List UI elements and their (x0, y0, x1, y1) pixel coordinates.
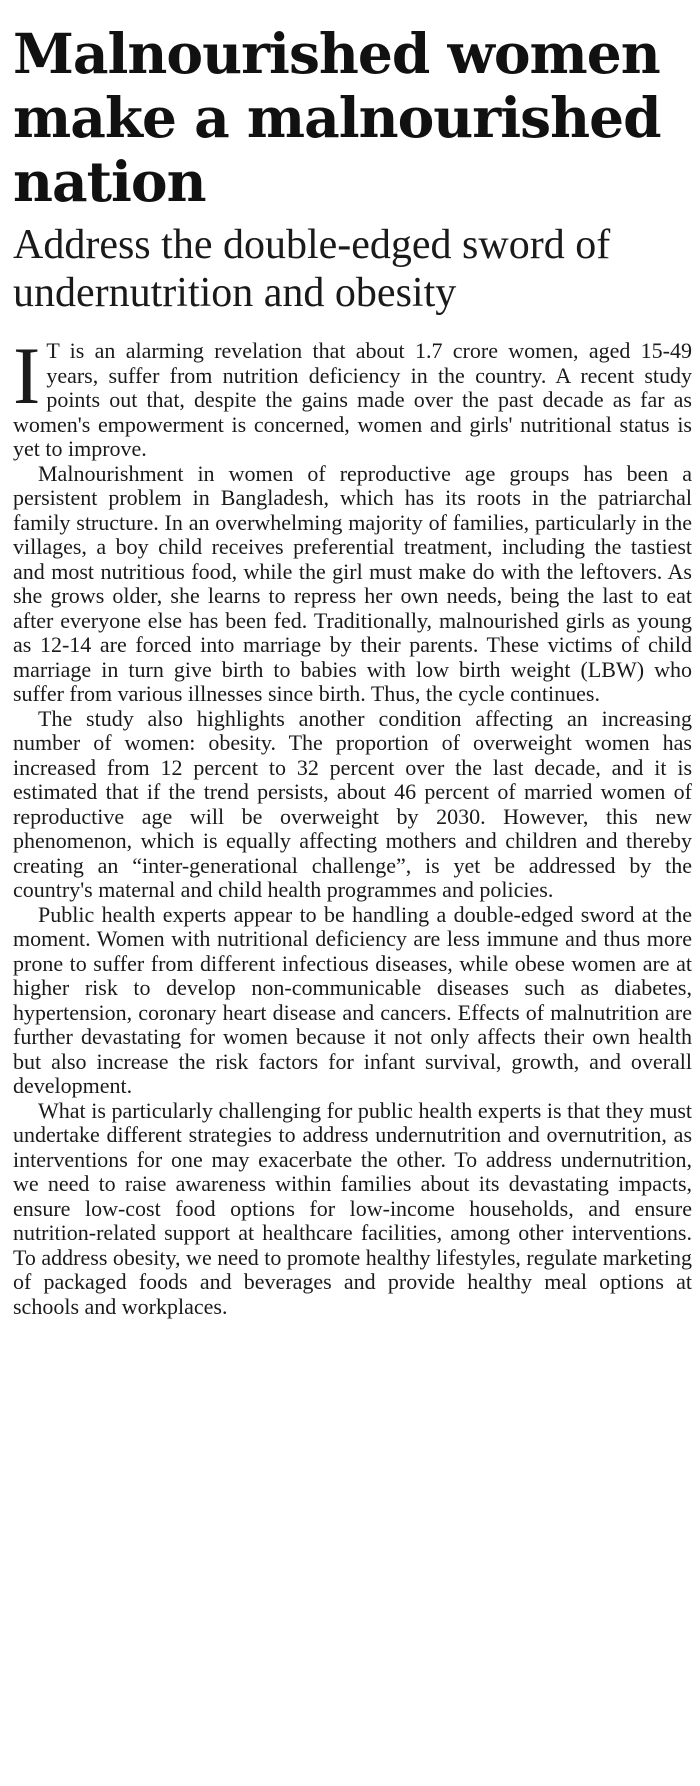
body-paragraph: The study also highlights another condition affecting an increasing number of women: obesity. The proportion of overweight women has increased from 12 percent to 32 percent over the last decade, and it is estimated that if the trend persists, about 46 percent of married women of reproductive age will be overweight by 2030. However, this new phenomenon, which is equally affecting mothers and children and thereby creating an “inter-generational challenge”, is yet be addressed by the country's maternal and child health programmes and policies. (13, 705, 692, 902)
lead-paragraph-text: T is an alarming revelation that about 1.7 crore women, aged 15-49 years, suffer from nutrition deficiency in the country. A recent study points out that, despite the gains made over the past decade as far as women's empowerment is concerned, women and girls' nutritional status is yet to improve. (13, 338, 692, 461)
lead-paragraph (13, 330, 692, 462)
subheadline: Address the double-edged sword of undernutrition and obesity (13, 222, 611, 316)
article-body (13, 330, 692, 1319)
headline: Malnourished women make a malnourished nation (13, 21, 661, 214)
body-paragraph: Public health experts appear to be handling a double-edged sword at the moment. Women with nutritional deficiency are less immune and thus more prone to suffer from different infectious diseases, while obese women are at higher risk to develop non-communicable diseases such as diabetes, hypertension, coronary heart disease and cancers. Effects of malnutrition are further devastating for women because it not only affects their own health but also increase the risk factors for infant survival, growth, and overall development. (13, 901, 692, 1098)
body-paragraph: What is particularly challenging for public health experts is that they must undertake different strategies to address undernutrition and overnutrition, as interventions for one may exacerbate the other. To address undernutrition, we need to raise awareness within families about its devastating impacts, ensure low-cost food options for low-income households, and ensure nutrition-related support at healthcare facilities, among other interventions. To address obesity, we need to promote healthy lifestyles, regulate marketing of packaged foods and beverages and provide healthy meal options at schools and workplaces. (13, 1097, 692, 1319)
drop-cap: I (13, 330, 41, 421)
body-paragraph: Malnourishment in women of reproductive age groups has been a persistent problem in Bangladesh, which has its roots in the patriarchal family structure. In an overwhelming majority of families, particularly in the villages, a boy child receives preferential treatment, including the tastiest and most nutritious food, while the girl must make do with the leftovers. As she grows older, she learns to repress her own needs, being the last to eat after everyone else has been fed. Traditionally, malnourished girls as young as 12-14 are forced into marriage by their parents. These victims of child marriage in turn give birth to babies with low birth weight (LBW) who suffer from various illnesses since birth. Thus, the cycle continues. (13, 460, 692, 706)
